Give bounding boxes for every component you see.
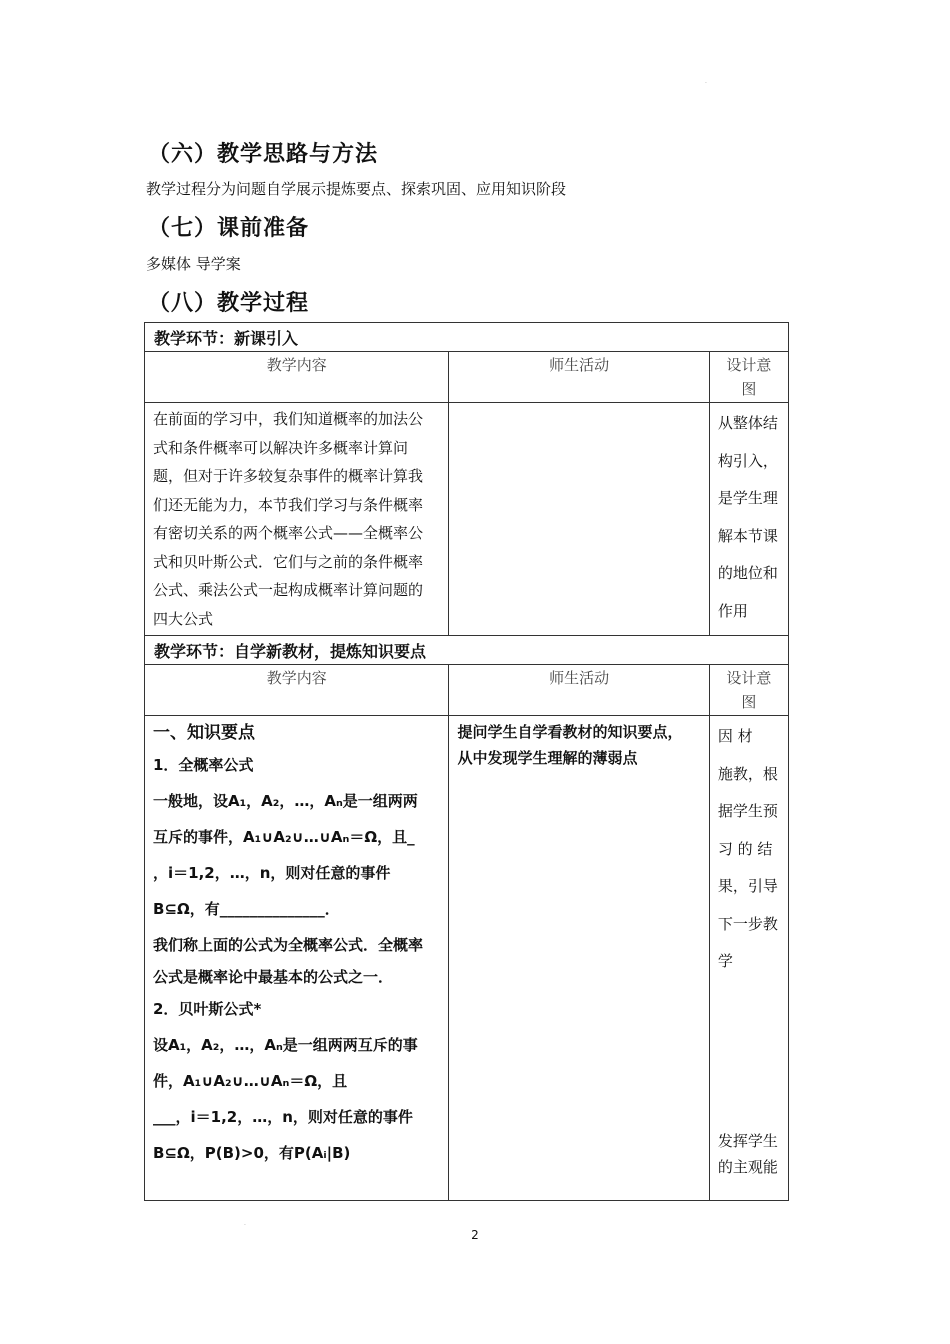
header-intent: 设计意 图 (709, 352, 788, 403)
stage-1-activity (449, 403, 709, 636)
stage-2-intent: 因 材 施教，根 据学生预 习 的 结 果，引导 下一步教 学 发挥学生 的主观能 (709, 716, 788, 1201)
teaching-process-table (144, 322, 789, 1201)
header-row (145, 352, 789, 403)
stage-2-activity: 提问学生自学看教材的知识要点， 从中发现学生理解的薄弱点 (449, 716, 709, 1201)
stage-1-content: 在前面的学习中，我们知道概率的加法公 式和条件概率可以解决许多概率计算问 题，但对于许多较复杂事件的概率计算我 们还无能为力，本节我们学习与条件概率 有密切关系的两个概率公式——全概率公 式和贝叶斯公式．它们与之前的条件概率 公式、乘法公式一起构成概率计算问题的 四大公式 (145, 403, 449, 636)
section-8-title: （八）教学过程 (148, 291, 310, 316)
stage-2-title: 教学环节：自学新教材，提炼知识要点 (145, 636, 789, 665)
header-intent-2: 设计意 图 (709, 665, 788, 716)
stage-2-body-row (145, 716, 789, 1201)
stage-1-title-row (145, 323, 789, 352)
scan-dot-2: · (244, 1222, 246, 1229)
header-content: 教学内容 (145, 352, 449, 403)
scan-dot: · (705, 80, 707, 87)
stage-1-intent: 从整体结 构引入， 是学生理 解本节课 的地位和 作用 (709, 403, 788, 636)
section-7-title: （七）课前准备 (148, 216, 310, 241)
knowledge-heading: 一、知识要点 (153, 723, 255, 743)
stage-1-title: 教学环节：新课引入 (145, 323, 789, 352)
section-6-text: 教学过程分为问题自学展示提炼要点、探索巩固、应用知识阶段 (146, 180, 567, 198)
stage-2-content: 一、知识要点 1．全概率公式 一般地，设A₁，A₂，…，Aₙ是一组两两 互斥的事件，A₁∪A₂∪…∪Aₙ＝Ω，且_ ，i＝1,2，…，n，则对任意的事件 B⊆Ω，有______________． 我们称上面的公式为全概率公式．全概率 公式是概率论中最基本的公式之一． 2．贝叶斯公式* 设A₁，A₂，…，Aₙ是一组两两互斥的事 件，A₁∪A₂∪…∪Aₙ＝Ω，且 ___，i＝1,2，…，n，则对任意的事件 B⊆Ω，P(B)>0，有P(Aᵢ|B) (145, 716, 449, 1201)
section-6-title: （六）教学思路与方法 (148, 142, 379, 167)
formula-2-title: 2．贝叶斯公式* (153, 1000, 262, 1018)
header-content-2: 教学内容 (145, 665, 449, 716)
page-number: 2 (471, 1228, 479, 1242)
header-activity-2: 师生活动 (449, 665, 709, 716)
header-activity: 师生活动 (449, 352, 709, 403)
section-7-text: 多媒体 导学案 (146, 255, 241, 273)
formula-1-title: 1．全概率公式 (153, 756, 254, 774)
stage-2-intent-continued: 发挥学生 的主观能 (717, 1132, 778, 1176)
stage-2-title-row (145, 636, 789, 665)
header-row-2 (145, 665, 789, 716)
stage-1-body-row (145, 403, 789, 636)
